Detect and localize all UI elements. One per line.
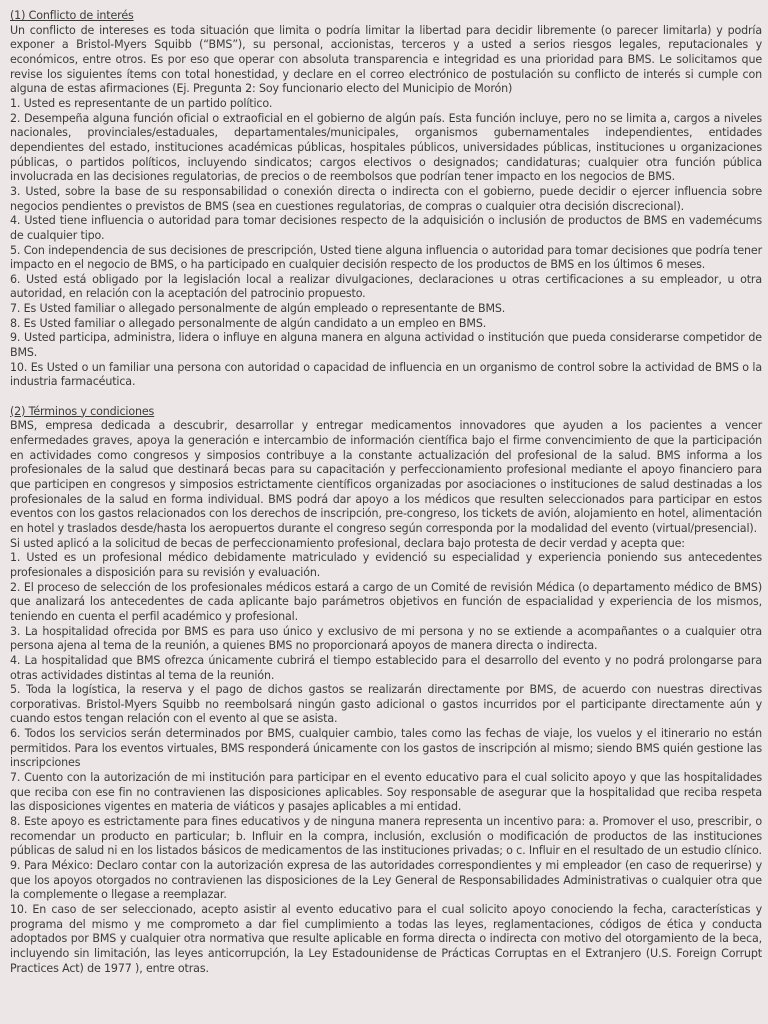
list-item: 9. Usted participa, administra, lidera o influye en alguna manera en alguna actividad o institución que pueda considerarse competidor de BMS. [10,331,762,360]
terms-and-conditions-section [10,405,762,977]
list-item: 6. Todos los servicios serán determinados por BMS, cualquier cambio, tales como las fechas de viaje, los vuelos y el itinerario no están permitidos. Para los eventos virtuales, BMS responderá únicamente con los gastos de inscripción al mismo; siendo BMS quién gestione las inscripciones [10,727,762,770]
list-item: 3. Usted, sobre la base de su responsabilidad o conexión directa o indirecta con el gobierno, puede decidir o ejercer influencia sobre negocios pendientes o previstos de BMS (sea en cuestiones regulatorias, de compras o cualquier otra decisión discrecional). [10,184,762,213]
conflict-of-interest-section [10,9,762,390]
list-item: 7. Es Usted familiar o allegado personalmente de algún empleado o representante de BMS. [10,302,506,316]
list-item: 10. En caso de ser seleccionado, acepto asistir al evento educativo para el cual solicito apoyo conociendo la fecha, características y programa del mismo y me comprometo a dar fiel cumplimiento a todas las leyes, reglamentaciones, códigos de ética y conducta adoptados por BMS y cualquier otra normativa que resulte aplicable en forma directa o indirecta con motivo del otorgamiento de la beca, incluyendo sin limitación, las leyes anticorrupción, la Ley Estadounidense de Prácticas Corruptas en el Extranjero (U.S. Foreign Corrupt Practices Act) de 1977 ), entre otras. [10,903,762,975]
list-item: 4. La hospitalidad que BMS ofrezca únicamente cubrirá el tiempo establecido para el desarrollo del evento y no podrá prolongarse para otras actividades distintas al tema de la reunión. [10,653,762,682]
section-intro: BMS, empresa dedicada a descubrir, desarrollar y entregar medicamentos innovadores que ayuden a los pacientes a vencer enfermedades graves, apoya la generación e intercambio de información científica bajo el firme convencimiento de que la participación en actividades como congresos y simposios contribuye a la constante actualización del profesional de la salud. BMS informa a los profesionales de la salud que destinará becas para su capacitación y perfeccionamiento profesional mediante el apoyo financiero para que participen en congresos y simposios estrictamente científicos organizadas por asociaciones o instituciones de salud destinadas a los profesionales de la salud en forma individual. BMS podrá dar apoyo a los médicos que resulten seleccionados para participar en estos eventos con los gastos relacionados con los derechos de inscripción, pre-congreso, los tickets de avión, alojamiento en hotel, alimentación en hotel y traslados desde/hasta los aeropuertos durante el congreso según corresponda por la modalidad del evento (virtual/presencial). [10,419,762,535]
list-item: 3. La hospitalidad ofrecida por BMS es para uso único y exclusivo de mi persona y no se extiende a acompañantes o a cualquier otra persona ajena al tema de la reunión, a quienes BMS no proporcionará apoyos de manera directa o indirecta. [10,624,762,653]
list-item: 4. Usted tiene influencia o autoridad para tomar decisiones respecto de la adquisición o inclusión de productos de BMS en vademécums de cualquier tipo. [10,214,762,242]
list-item: 6. Usted está obligado por la legislación local a realizar divulgaciones, declaraciones u otras certificaciones a su empleador, u otra autoridad, en relación con la aceptación del patrocinio propuesto. [10,272,762,301]
list-item: 5. Toda la logística, la reserva y el pago de dichos gastos se realizarán directamente por BMS, de acuerdo con nuestras directivas corporativas. Bristol-Myers Squibb no reembolsará ningún gasto adicional o gastos incurridos por el participante directamente aún y cuando estos tengan relación con el evento al que se asista. [10,683,762,726]
list-item: 8. Este apoyo es estrictamente para fines educativos y de ninguna manera representa un incentivo para: a. Promover el uso, prescribir, o recomendar un producto en particular; b. Influir en la compra, inclusión, exclusión o modificación de productos de las instituciones públicas de salud ni en los listados básicos de medicamentos de las instituciones privadas; o c. Influir en el resultado de un estudio clínico. [10,815,762,858]
list-item: 1. Usted es un profesional médico debidamente matriculado y evidenció su especialidad y experiencia poniendo sus antecedentes profesionales a disposición para su revisión y evaluación. [10,551,762,579]
document-body [10,9,762,976]
list-item: 5. Con independencia de sus decisiones de prescripción, Usted tiene alguna influencia o autoridad para tomar decisiones que podría tener impacto en el negocio de BMS, o ha participado en cualquier decisión respecto de los productos de BMS en los últimos 6 meses. [10,243,762,272]
list-item: 7. Cuento con la autorización de mi institución para participar en el evento educativo para el cual solicito apoyo y que las hospitalidades que reciba con ese fin no contravienen las disposiciones aplicables. Soy responsable de asegurar que la hospitalidad que reciba respeta las disposiciones vigentes en materia de viáticos y pasajes aplicables a mi entidad. [10,771,762,814]
list-item: 10. Es Usted o un familiar una persona con autoridad o capacidad de influencia en un organismo de control sobre la actividad de BMS o la industria farmacéutica. [10,360,762,389]
section-heading: (2) Términos y condiciones [10,404,155,418]
declaration-statement: Si usted aplicó a la solicitud de becas de perfeccionamiento profesional, declara bajo protesta de decir verdad y acepta que: [10,536,685,550]
list-item: 9. Para México: Declaro contar con la autorización expresa de las autoridades correspondientes y mi empleador (en caso de requerirse) y que los apoyos otorgados no contravienen las disposiciones de la Ley General de Responsabilidades Administrativas o cualquier otra que la complemente o llegase a reemplazar. [10,859,762,902]
list-item: 1. Usted es representante de un partido político. [10,96,273,110]
list-item: 8. Es Usted familiar o allegado personalmente de algún candidato a un empleo en BMS. [10,316,487,330]
section-heading: (1) Conflicto de interés [10,9,134,22]
list-item: 2. El proceso de selección de los profesionales médicos estará a cargo de un Comité de revisión Médica (o departamento médico de BMS) que analizará los antecedentes de cada aplicante bajo parámetros objetivos en función de espacialidad y experiencia de los mismos, teniendo en cuenta el perfil académico y profesional. [10,580,762,623]
section-intro: Un conflicto de intereses es toda situación que limita o podría limitar la libertad para decidir libremente (o parecer limitarla) y podría exponer a Bristol-Myers Squibb (“BMS”), su personal, accionistas, terceros y a usted a serios riesgos legales, reputacionales y económicos, entre otros. Es por eso que operar con absoluta transparencia e integridad es una prioridad para BMS. Le solicitamos que revise los siguientes ítems con total honestidad, y declare en el correo electrónico de postulación su conflicto de interés si cumple con alguna de estas afirmaciones (Ej. Pregunta 2: Soy funcionario electo del Municipio de Morón) [10,23,762,96]
list-item: 2. Desempeña alguna función oficial o extraoficial en el gobierno de algún país. Esta función incluye, pero no se limita a, cargos a niveles nacionales, provinciales/estaduales, departamentales/municipales, organismos gubernamentales independientes, entidades dependientes del estado, instituciones académicas públicas, hospitales públicos, universidades públicas, instituciones u organizaciones públicas, o partidos políticos, incluyendo sindicatos; cargos electivos o designados; candidaturas; cualquier otra función pública involucrada en las decisiones regulatorias, de precios o de reembolsos que podrían tener impacto en los negocios de BMS. [10,111,762,184]
section-gap [10,390,762,405]
